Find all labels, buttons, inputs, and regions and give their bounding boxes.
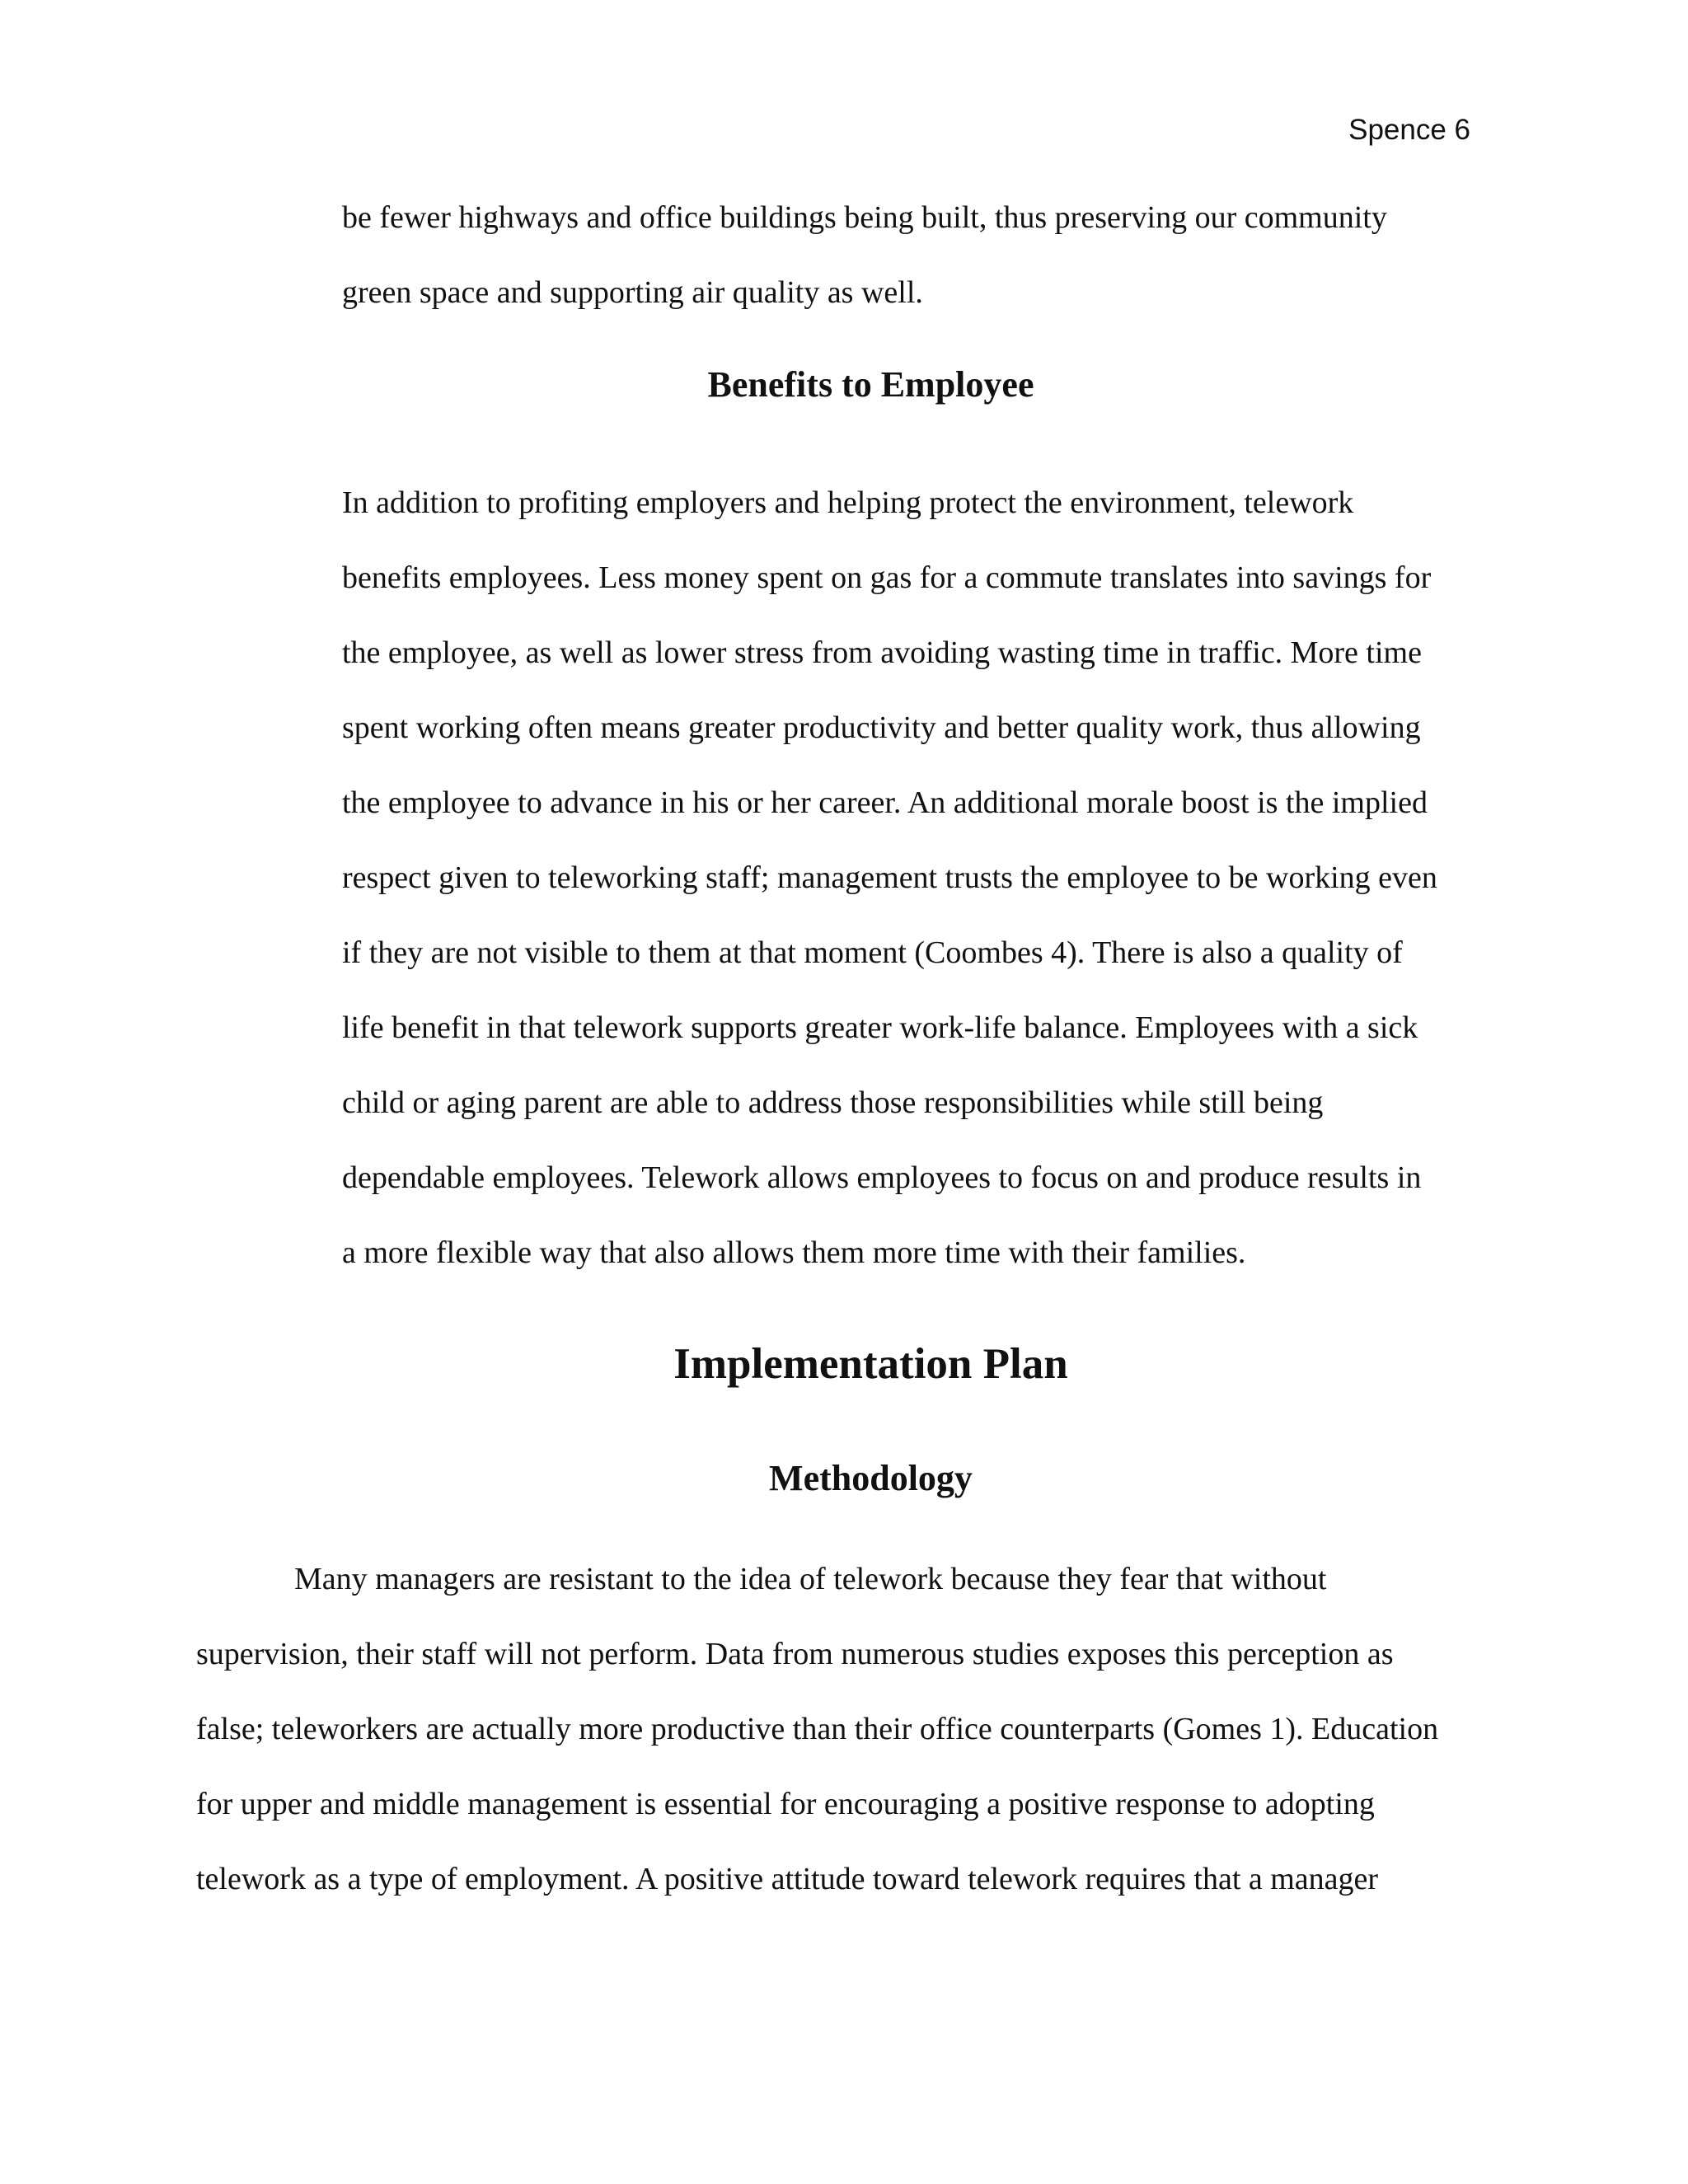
benefits-line-10: dependable employees. Telework allows employees to focus on and produce results in — [342, 1160, 1422, 1195]
methodology-line-3: false; teleworkers are actually more productive than their office counterparts (Gomes 1). Education — [196, 1712, 1439, 1746]
benefits-line-9: child or aging parent are able to address those responsibilities while still being — [342, 1085, 1324, 1120]
benefits-line-3: the employee, as well as lower stress from avoiding wasting time in traffic. More time — [342, 635, 1422, 670]
benefits-line-7: if they are not visible to them at that moment (Coombes 4). There is also a quality of — [342, 935, 1403, 970]
benefits-line-2: benefits employees. Less money spent on gas for a commute translates into savings for — [342, 560, 1432, 595]
continuation-line-1: be fewer highways and office buildings being built, thus preserving our community — [342, 200, 1387, 235]
methodology-line-5: telework as a type of employment. A positive attitude toward telework requires that a manager — [196, 1862, 1379, 1896]
benefits-line-8: life benefit in that telework supports greater work-life balance. Employees with a sick — [342, 1010, 1418, 1045]
benefits-line-6: respect given to teleworking staff; management trusts the employee to be working even — [342, 860, 1437, 895]
heading-benefits-to-employee: Benefits to Employee — [707, 364, 1034, 405]
benefits-line-4: spent working often means greater productivity and better quality work, thus allowing — [342, 710, 1421, 745]
running-head: Spence 6 — [1348, 114, 1470, 146]
heading-methodology: Methodology — [769, 1458, 973, 1498]
methodology-line-4: for upper and middle management is essential for encouraging a positive response to adopting — [196, 1787, 1375, 1821]
continuation-line-2: green space and supporting air quality as well. — [342, 275, 923, 310]
methodology-line-1: Many managers are resistant to the idea of telework because they fear that without — [294, 1562, 1327, 1596]
benefits-line-5: the employee to advance in his or her career. An additional morale boost is the implied — [342, 785, 1428, 820]
methodology-line-2: supervision, their staff will not perform. Data from numerous studies exposes this perception as — [196, 1637, 1394, 1671]
benefits-line-11: a more flexible way that also allows them more time with their families. — [342, 1235, 1246, 1270]
benefits-line-1: In addition to profiting employers and helping protect the environment, telework — [342, 485, 1354, 520]
heading-implementation-plan: Implementation Plan — [673, 1340, 1068, 1388]
